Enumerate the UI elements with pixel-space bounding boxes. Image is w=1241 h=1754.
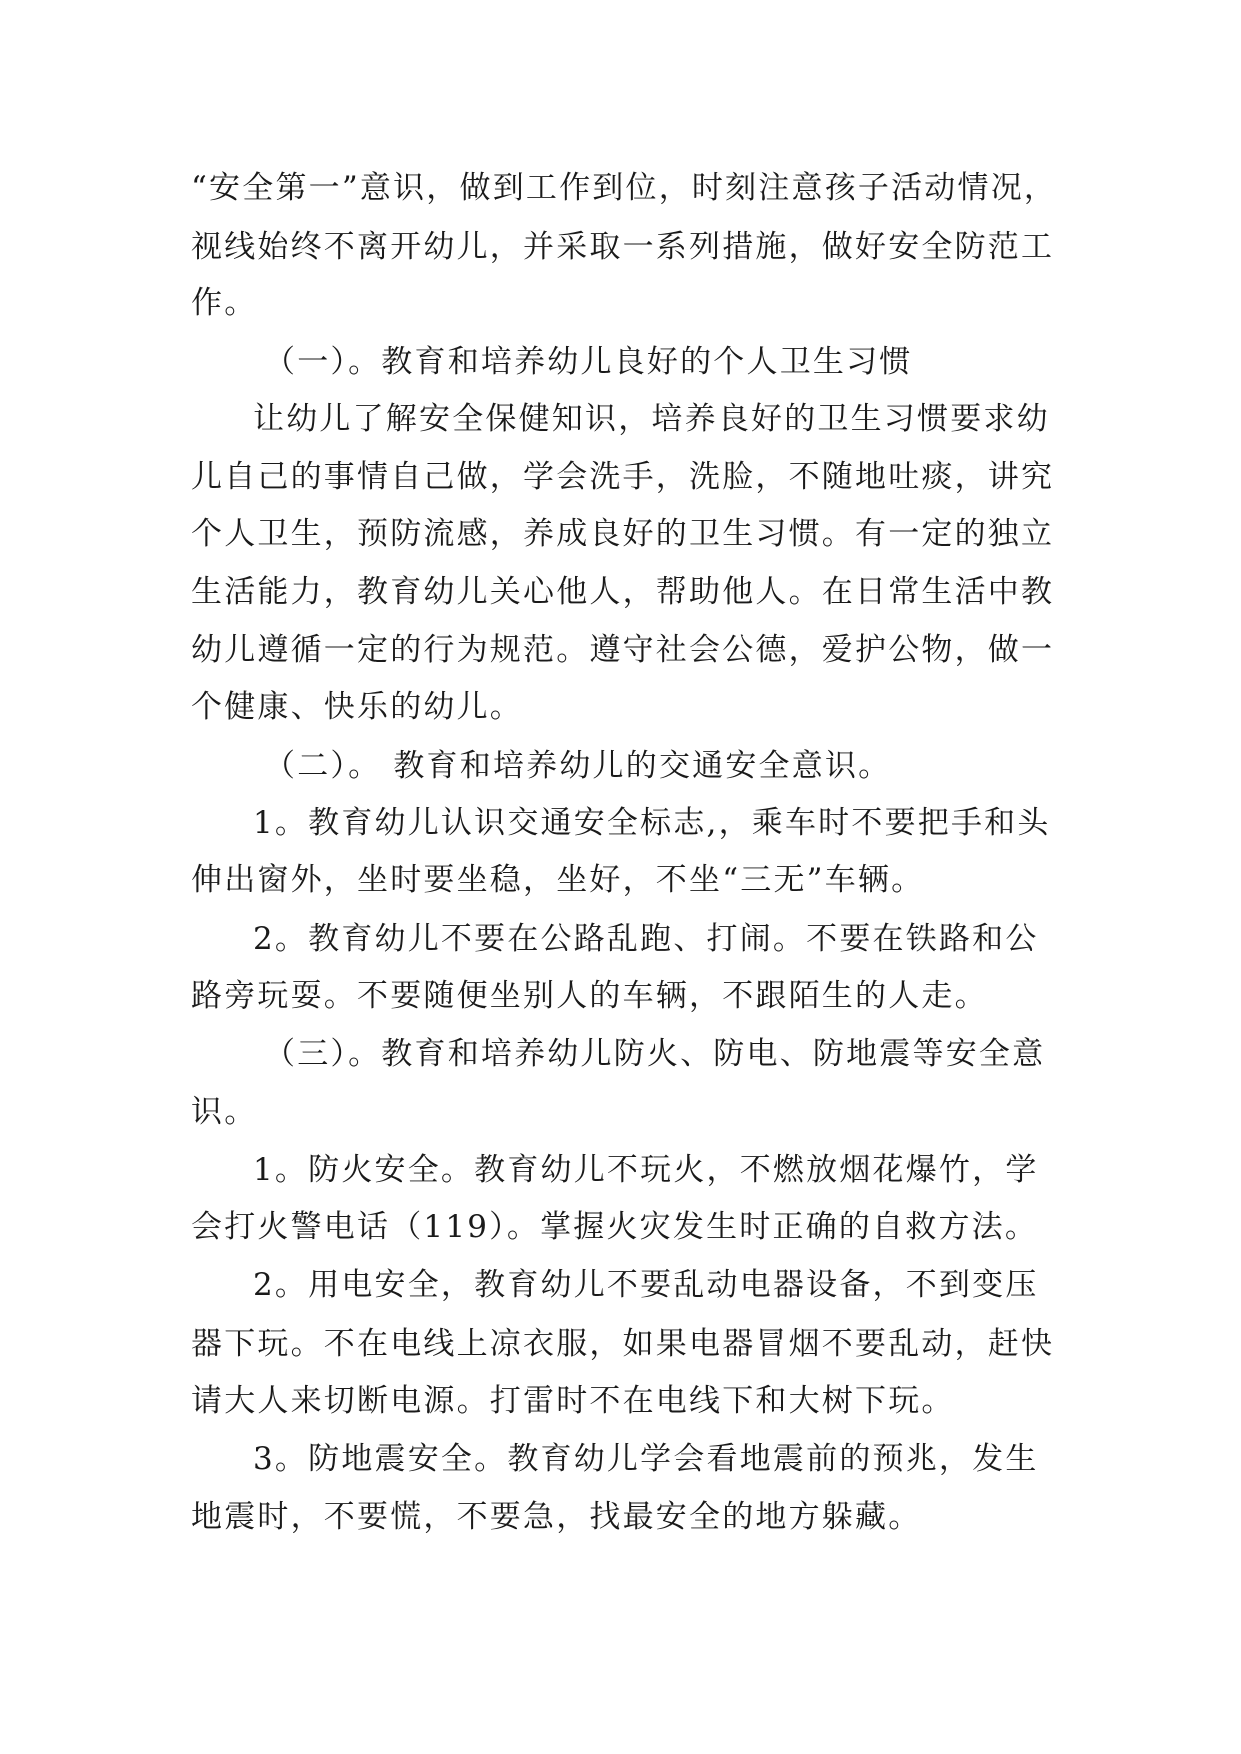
text-line: 伸出窗外，坐时要坐稳，坐好，不坐“三无”车辆。 xyxy=(191,862,925,898)
text-line: 儿自己的事情自己做，学会洗手，洗脸，不随地吐痰，讲究 xyxy=(191,459,1055,495)
text-line: 器下玩。不在电线上凉衣服，如果电器冒烟不要乱动，赶快 xyxy=(191,1326,1055,1362)
text-line: 地震时，不要慌，不要急，找最安全的地方躲藏。 xyxy=(191,1499,922,1535)
text-line: 会打火警电话（119）。掌握火灾发生时正确的自救方法。 xyxy=(191,1209,1039,1245)
text-line: 2。用电安全，教育幼儿不要乱动电器设备，不到变压 xyxy=(253,1267,1039,1303)
text-line: 3。防地震安全。教育幼儿学会看地震前的预兆，发生 xyxy=(253,1441,1039,1477)
text-line: 1。教育幼儿认识交通安全标志,，乘车时不要把手和头 xyxy=(253,805,1051,841)
text-line: 2。教育幼儿不要在公路乱跑、打闹。不要在铁路和公 xyxy=(253,921,1039,957)
section-heading: （三）。教育和培养幼儿防火、防电、防地震等安全意 xyxy=(264,1036,1046,1072)
section-heading: （二）。 教育和培养幼儿的交通安全意识。 xyxy=(264,748,892,784)
text-line: 个健康、快乐的幼儿。 xyxy=(191,689,523,725)
text-line: 个人卫生，预防流感，养成良好的卫生习惯。有一定的独立 xyxy=(191,516,1055,552)
text-line: 1。防火安全。教育幼儿不玩火，不燃放烟花爆竹，学 xyxy=(253,1152,1039,1188)
text-line: 让幼儿了解安全保健知识，培养良好的卫生习惯要求幼 xyxy=(253,401,1050,437)
text-line: 识。 xyxy=(191,1094,258,1130)
text-line: 路旁玩耍。不要随便坐别人的车辆，不跟陌生的人走。 xyxy=(191,978,988,1014)
section-heading: （一）。教育和培养幼儿良好的个人卫生习惯 xyxy=(264,344,913,380)
text-line: 作。 xyxy=(191,285,258,321)
text-line: “安全第一”意识，做到工作到位，时刻注意孩子活动情况， xyxy=(191,170,1058,206)
text-line: 视线始终不离开幼儿，并采取一系列措施，做好安全防范工 xyxy=(191,229,1055,265)
text-line: 幼儿遵循一定的行为规范。遵守社会公德，爱护公物，做一 xyxy=(191,632,1055,668)
text-line: 请大人来切断电源。打雷时不在电线下和大树下玩。 xyxy=(191,1383,955,1419)
text-line: 生活能力，教育幼儿关心他人，帮助他人。在日常生活中教 xyxy=(191,574,1055,610)
